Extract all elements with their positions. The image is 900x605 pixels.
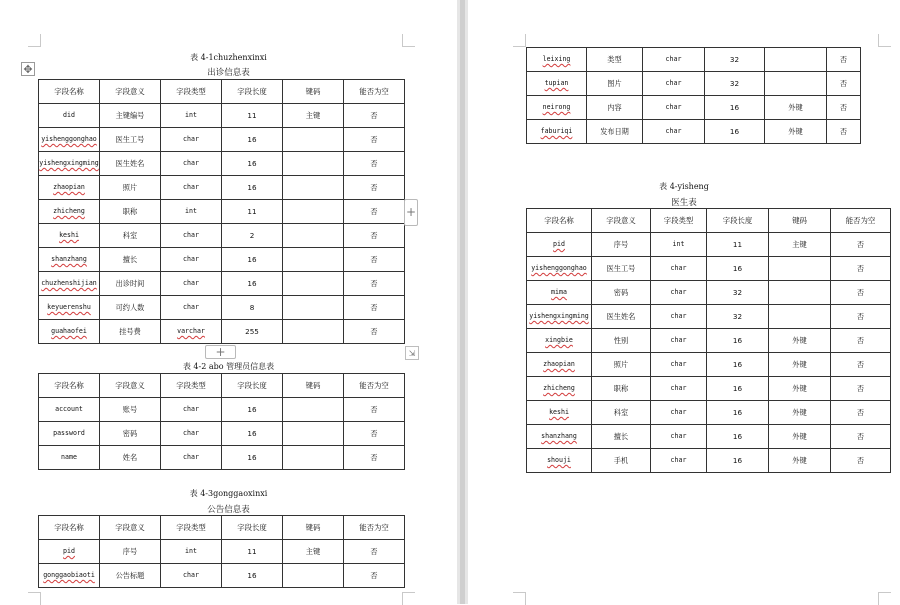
table-row xyxy=(39,272,405,296)
table-cell: 擅长 xyxy=(100,248,161,272)
table-cell: 11 xyxy=(707,233,769,257)
table-row xyxy=(527,329,891,353)
table-cell: char xyxy=(651,305,707,329)
table-caption: 表 4-1chuzhenxinxi xyxy=(190,53,267,62)
table-cell: 16 xyxy=(222,152,283,176)
table-cell: 16 xyxy=(707,425,769,449)
table-cell: 16 xyxy=(707,329,769,353)
table-header-cell: 字段名称 xyxy=(527,209,592,233)
table-cell: chuzhenshijian xyxy=(39,272,100,296)
table-cell: tupian xyxy=(527,72,587,96)
table-cell: 公告标题 xyxy=(100,564,161,588)
table-cell: 否 xyxy=(344,272,405,296)
table-header-cell: 字段意义 xyxy=(100,374,161,398)
table-cell: yishenggonghao xyxy=(527,257,592,281)
table-cell: name xyxy=(39,446,100,470)
table-cell: 11 xyxy=(222,104,283,128)
table-cell: char xyxy=(651,329,707,353)
table-header-cell: 字段类型 xyxy=(161,374,222,398)
table-cell xyxy=(283,422,344,446)
table-cell: 否 xyxy=(344,540,405,564)
table-cell: keshi xyxy=(39,224,100,248)
table-cell xyxy=(283,152,344,176)
table-cell: char xyxy=(651,257,707,281)
table-cell: 内容 xyxy=(587,96,643,120)
table-cell xyxy=(283,296,344,320)
table-cell: yishengxingming xyxy=(527,305,592,329)
table-cell: mima xyxy=(527,281,592,305)
table-cell: shanzhang xyxy=(39,248,100,272)
table-header-cell: 字段名称 xyxy=(39,374,100,398)
table-cell: 照片 xyxy=(100,176,161,200)
table-header-row xyxy=(39,80,405,104)
table-row xyxy=(527,48,861,72)
table-cell: 16 xyxy=(707,353,769,377)
table-cell xyxy=(283,224,344,248)
table-row xyxy=(527,305,891,329)
table-gonggaoxinxi-continued xyxy=(526,47,861,144)
table-cell: 外键 xyxy=(769,449,831,473)
table-cell: faburiqi xyxy=(527,120,587,144)
table-cell xyxy=(283,320,344,344)
table-cell xyxy=(283,200,344,224)
table-yisheng xyxy=(526,208,891,473)
table-cell: 否 xyxy=(831,401,891,425)
table-header-cell: 字段名称 xyxy=(39,80,100,104)
table-cell: neirong xyxy=(527,96,587,120)
table-cell: 否 xyxy=(831,353,891,377)
table-row xyxy=(39,398,405,422)
table-cell: 16 xyxy=(707,449,769,473)
table-row xyxy=(527,401,891,425)
table-header-row xyxy=(39,516,405,540)
table-header-cell: 字段意义 xyxy=(100,516,161,540)
table-cell: char xyxy=(161,272,222,296)
table-cell: char xyxy=(651,377,707,401)
table-cell xyxy=(283,176,344,200)
table-cell: 8 xyxy=(222,296,283,320)
table-row xyxy=(39,152,405,176)
table-cell: pid xyxy=(527,233,592,257)
table-cell xyxy=(283,248,344,272)
table-cell: 否 xyxy=(344,398,405,422)
table-cell: 挂号费 xyxy=(100,320,161,344)
table-cell: char xyxy=(161,446,222,470)
table-cell: 16 xyxy=(222,272,283,296)
table-cell: int xyxy=(651,233,707,257)
table-cell: 否 xyxy=(827,96,861,120)
table-cell: xingbie xyxy=(527,329,592,353)
table-header-cell: 字段意义 xyxy=(100,80,161,104)
table-cell: char xyxy=(161,564,222,588)
table-cell: 否 xyxy=(827,120,861,144)
table-header-cell: 字段类型 xyxy=(161,80,222,104)
table-cell: 医生姓名 xyxy=(592,305,651,329)
table-subtitle: 公告信息表 xyxy=(207,505,250,515)
table-cell: pid xyxy=(39,540,100,564)
table-gonggaoxinxi xyxy=(38,515,405,588)
table-row xyxy=(39,422,405,446)
table-cell: leixing xyxy=(527,48,587,72)
table-cell: yishengxingming xyxy=(39,152,100,176)
add-row-icon[interactable]: + xyxy=(205,345,236,359)
table-cell: 32 xyxy=(705,48,765,72)
table-cell: 11 xyxy=(222,540,283,564)
table-cell: 主键 xyxy=(283,104,344,128)
table-caption: 表 4-yisheng xyxy=(659,182,709,191)
table-caption: 表 4-3gonggaoxinxi xyxy=(189,489,268,498)
table-cell: 主键 xyxy=(283,540,344,564)
table-row xyxy=(39,564,405,588)
table-row xyxy=(39,540,405,564)
table-cell: 否 xyxy=(344,224,405,248)
table-move-handle-icon[interactable]: ✥ xyxy=(21,62,35,76)
table-cell: 否 xyxy=(831,377,891,401)
table-cell: keshi xyxy=(527,401,592,425)
table-cell: 否 xyxy=(344,248,405,272)
table-cell xyxy=(765,72,827,96)
table-cell: account xyxy=(39,398,100,422)
table-cell: 科室 xyxy=(592,401,651,425)
table-row xyxy=(527,233,891,257)
table-cell: zhaopian xyxy=(527,353,592,377)
table-cell: 16 xyxy=(222,446,283,470)
page-corner-mark xyxy=(513,592,526,605)
table-cell: 255 xyxy=(222,320,283,344)
table-cell: shouji xyxy=(527,449,592,473)
table-row xyxy=(527,257,891,281)
table-cell: guahaofei xyxy=(39,320,100,344)
table-row xyxy=(527,425,891,449)
table-cell xyxy=(283,398,344,422)
table-cell: 照片 xyxy=(592,353,651,377)
table-cell: char xyxy=(643,48,705,72)
table-cell: 序号 xyxy=(592,233,651,257)
table-header-cell: 能否为空 xyxy=(344,80,405,104)
table-cell xyxy=(283,446,344,470)
table-cell: yishenggonghao xyxy=(39,128,100,152)
table-cell: char xyxy=(161,224,222,248)
table-cell: char xyxy=(161,152,222,176)
table-cell: 序号 xyxy=(100,540,161,564)
table-cell: char xyxy=(161,296,222,320)
table-cell: keyuerenshu xyxy=(39,296,100,320)
table-cell xyxy=(769,281,831,305)
table-header-cell: 字段类型 xyxy=(651,209,707,233)
table-cell: int xyxy=(161,200,222,224)
table-cell: 医生工号 xyxy=(100,128,161,152)
table-cell: 11 xyxy=(222,200,283,224)
table-cell: int xyxy=(161,104,222,128)
table-cell: 16 xyxy=(222,128,283,152)
table-row xyxy=(527,377,891,401)
table-cell: 密码 xyxy=(592,281,651,305)
table-cell xyxy=(283,564,344,588)
table-cell: int xyxy=(161,540,222,564)
table-cell: 科室 xyxy=(100,224,161,248)
table-cell: 否 xyxy=(344,176,405,200)
table-header-cell: 字段长度 xyxy=(222,80,283,104)
table-row xyxy=(39,224,405,248)
table-cell: 类型 xyxy=(587,48,643,72)
table-cell xyxy=(769,305,831,329)
table-cell: 主键编号 xyxy=(100,104,161,128)
table-cell: 否 xyxy=(344,446,405,470)
table-cell: 擅长 xyxy=(592,425,651,449)
table-cell: 16 xyxy=(705,96,765,120)
table-admin xyxy=(38,373,405,470)
table-cell: char xyxy=(643,96,705,120)
table-row xyxy=(39,200,405,224)
table-cell: 否 xyxy=(344,200,405,224)
table-resize-icon[interactable]: ⇲ xyxy=(405,346,419,360)
table-cell: 否 xyxy=(831,329,891,353)
table-cell: 16 xyxy=(222,176,283,200)
table-cell: 32 xyxy=(707,305,769,329)
table-header-cell: 能否为空 xyxy=(344,374,405,398)
table-cell: password xyxy=(39,422,100,446)
table-row xyxy=(39,446,405,470)
table-cell: char xyxy=(651,353,707,377)
table-cell: 发布日期 xyxy=(587,120,643,144)
table-cell: 可约人数 xyxy=(100,296,161,320)
table-cell: 姓名 xyxy=(100,446,161,470)
table-header-cell: 能否为空 xyxy=(344,516,405,540)
table-cell: 16 xyxy=(707,401,769,425)
table-cell: 16 xyxy=(707,377,769,401)
table-cell: 图片 xyxy=(587,72,643,96)
table-subtitle: 医生表 xyxy=(671,198,697,208)
table-cell: 性别 xyxy=(592,329,651,353)
table-cell: 否 xyxy=(831,281,891,305)
table-cell: 外键 xyxy=(769,425,831,449)
page-corner-mark xyxy=(28,34,41,47)
table-cell: 16 xyxy=(222,398,283,422)
table-header-cell: 字段长度 xyxy=(222,516,283,540)
table-row xyxy=(527,281,891,305)
table-cell: 否 xyxy=(831,449,891,473)
table-header-cell: 字段长度 xyxy=(222,374,283,398)
table-cell: 职称 xyxy=(100,200,161,224)
table-header-cell: 能否为空 xyxy=(831,209,891,233)
table-cell: char xyxy=(161,422,222,446)
table-cell: 手机 xyxy=(592,449,651,473)
page-corner-mark xyxy=(513,34,526,47)
table-cell: varchar xyxy=(161,320,222,344)
document-page-right xyxy=(468,0,900,604)
table-cell: shanzhang xyxy=(527,425,592,449)
table-cell: char xyxy=(161,176,222,200)
table-cell: char xyxy=(643,72,705,96)
page-corner-mark xyxy=(402,592,415,605)
page-corner-mark xyxy=(878,592,891,605)
table-header-cell: 字段意义 xyxy=(592,209,651,233)
table-cell: 外键 xyxy=(765,120,827,144)
table-cell: 出诊时间 xyxy=(100,272,161,296)
table-row xyxy=(39,176,405,200)
table-cell: char xyxy=(643,120,705,144)
add-column-icon[interactable]: + xyxy=(404,199,418,226)
table-cell: 主键 xyxy=(769,233,831,257)
table-header-cell: 字段类型 xyxy=(161,516,222,540)
table-header-cell: 键码 xyxy=(283,80,344,104)
table-cell: 否 xyxy=(344,152,405,176)
table-cell: 外键 xyxy=(769,401,831,425)
table-header-cell: 字段名称 xyxy=(39,516,100,540)
table-cell: char xyxy=(651,281,707,305)
table-cell: 医生姓名 xyxy=(100,152,161,176)
table-cell: 否 xyxy=(344,564,405,588)
table-cell: 2 xyxy=(222,224,283,248)
table-cell: zhicheng xyxy=(527,377,592,401)
table-cell: 外键 xyxy=(765,96,827,120)
table-subtitle: 出诊信息表 xyxy=(207,68,250,78)
table-header-cell: 字段长度 xyxy=(707,209,769,233)
table-cell: zhicheng xyxy=(39,200,100,224)
table-cell: 16 xyxy=(707,257,769,281)
table-cell: 否 xyxy=(344,320,405,344)
table-cell xyxy=(283,128,344,152)
table-cell: 16 xyxy=(705,120,765,144)
table-cell: 32 xyxy=(705,72,765,96)
table-cell: char xyxy=(161,398,222,422)
table-cell: char xyxy=(161,248,222,272)
table-cell: 16 xyxy=(222,564,283,588)
table-cell: 外键 xyxy=(769,329,831,353)
table-cell: 否 xyxy=(344,104,405,128)
table-cell: 否 xyxy=(831,257,891,281)
table-cell: 否 xyxy=(831,425,891,449)
table-row xyxy=(527,120,861,144)
table-cell: 密码 xyxy=(100,422,161,446)
table-cell: did xyxy=(39,104,100,128)
table-row xyxy=(39,104,405,128)
table-row xyxy=(39,248,405,272)
table-cell xyxy=(769,257,831,281)
table-row xyxy=(39,320,405,344)
table-cell xyxy=(765,48,827,72)
page-corner-mark xyxy=(402,34,415,47)
table-cell: 否 xyxy=(827,48,861,72)
table-row xyxy=(527,72,861,96)
table-cell: 外键 xyxy=(769,377,831,401)
page-corner-mark xyxy=(28,592,41,605)
table-cell: 16 xyxy=(222,422,283,446)
table-chuzhenxinxi xyxy=(38,79,405,344)
table-header-cell: 键码 xyxy=(283,516,344,540)
table-cell: char xyxy=(651,449,707,473)
table-row xyxy=(527,449,891,473)
table-row xyxy=(527,353,891,377)
table-cell: 账号 xyxy=(100,398,161,422)
table-cell xyxy=(283,272,344,296)
table-row xyxy=(527,96,861,120)
table-cell: char xyxy=(161,128,222,152)
table-cell: 16 xyxy=(222,248,283,272)
table-header-cell: 键码 xyxy=(283,374,344,398)
table-cell: 外键 xyxy=(769,353,831,377)
table-row xyxy=(39,296,405,320)
table-cell: 否 xyxy=(831,305,891,329)
table-cell: zhaopian xyxy=(39,176,100,200)
table-cell: 否 xyxy=(831,233,891,257)
table-cell: gonggaobiaoti xyxy=(39,564,100,588)
table-cell: 医生工号 xyxy=(592,257,651,281)
table-row xyxy=(39,128,405,152)
table-header-cell: 键码 xyxy=(769,209,831,233)
table-cell: 职称 xyxy=(592,377,651,401)
table-cell: 否 xyxy=(344,422,405,446)
table-header-row xyxy=(527,209,891,233)
table-cell: char xyxy=(651,425,707,449)
table-cell: char xyxy=(651,401,707,425)
table-cell: 32 xyxy=(707,281,769,305)
table-cell: 否 xyxy=(827,72,861,96)
table-caption: 表 4-2 abo 管理员信息表 xyxy=(182,362,275,371)
page-gutter xyxy=(457,0,468,604)
page-corner-mark xyxy=(878,34,891,47)
table-header-row xyxy=(39,374,405,398)
table-cell: 否 xyxy=(344,296,405,320)
table-cell: 否 xyxy=(344,128,405,152)
